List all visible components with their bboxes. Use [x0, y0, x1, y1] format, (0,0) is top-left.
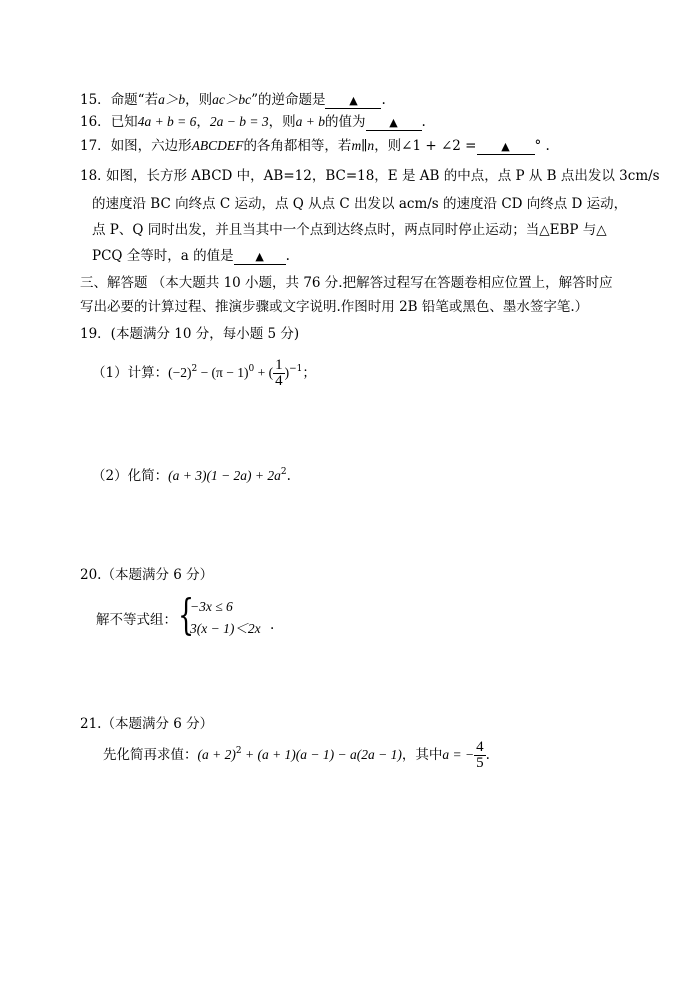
question-21-header: 21.（本题满分 6 分）	[80, 716, 214, 732]
fraction: $\frac{1}{4}$	[275, 357, 283, 389]
question-18-line-4: PCQ 全等时，a 的值是 ▲ .	[92, 248, 290, 264]
answer-blank: ▲	[325, 93, 381, 109]
inequality-2: 3(x − 1)＜2x	[190, 621, 261, 636]
question-19-header: 19．(本题满分 10 分，每小题 5 分)	[80, 326, 300, 342]
inequality-1: −3x ≤ 6	[190, 599, 233, 614]
question-15: 15．命题“若a＞b，则ac＞bc”的逆命题是 ▲ .	[80, 92, 386, 108]
question-19-part-2: （2）化简：$(a + 3)(1 - 2a) + 2a^2$.	[92, 467, 291, 484]
fraction: $\frac{4}{5}$	[476, 739, 484, 771]
answer-blank: ▲	[477, 139, 535, 155]
question-20-label: 解不等式组：	[96, 612, 177, 628]
question-18-line-1: 如图，长方形 ABCD 中，AB=12，BC=18，E 是 AB 的中点，点 P 从 B 点出发以 3cm/s	[106, 168, 660, 184]
question-20-end: .	[270, 617, 275, 633]
question-number: 16．	[80, 114, 111, 130]
answer-blank: ▲	[366, 115, 422, 131]
answer-blank: ▲	[234, 249, 286, 265]
question-20-header: 20.（本题满分 6 分）	[80, 567, 214, 583]
section-instructions: 写出必要的计算过程、推演步骤或文字说明.作图时用 2B 铅笔或黑色、墨水签字笔.）	[80, 299, 589, 315]
question-number: 17．	[80, 138, 111, 154]
question-17: 17．如图，六边形ABCDEF的各角都相等，若m∥n，则∠1 + ∠2 = ▲ ° .	[80, 138, 550, 154]
question-number: 15．	[80, 92, 111, 108]
section-heading: 三、解答题 （本大题共 10 小题，共 76 分.把解答过程写在答题卷相应位置上，解答时应	[80, 275, 613, 291]
question-18-line-2: 的速度沿 BC 向终点 C 运动，点 Q 从点 C 出发以 acm/s 的速度沿 CD 向终点 D 运动，	[92, 196, 628, 212]
question-18-number: 18．	[80, 168, 111, 184]
question-21-body: 先化简再求值：$(a + 2)^2 + (a + 1)(a - 1) - a(2a - 1)$，其中a = − $\frac{4}{5}$ .	[103, 739, 490, 771]
brace-icon: {	[178, 590, 195, 639]
question-16: 16．已知4a + b = 6，2a − b = 3，则a + b的值为 ▲ .	[80, 114, 426, 130]
question-19-part-1: （1）计算：$(-2)^2 - (\pi - 1)^0$ + ( $\frac{1}{4}$ )$^{-1}$；	[92, 357, 316, 389]
question-18-line-3: 点 P、Q 同时出发，并且当其中一个点到达终点时，两点同时停止运动；当△EBP 与△	[92, 222, 607, 238]
